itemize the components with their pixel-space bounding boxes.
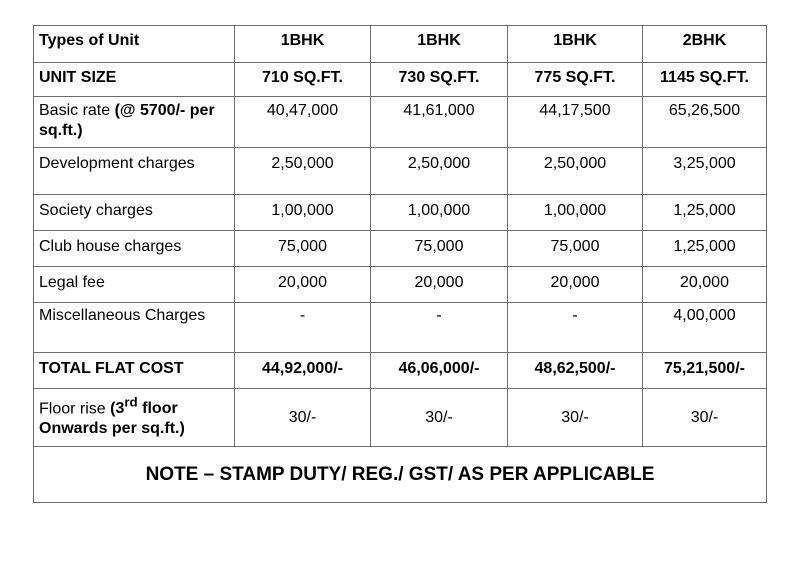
basic-rate-row xyxy=(34,97,767,148)
total-cost-label: TOTAL FLAT COST xyxy=(34,353,235,389)
legal-fee-3: 20,000 xyxy=(508,267,643,303)
unit-size-label: UNIT SIZE xyxy=(34,63,235,97)
price-table xyxy=(33,25,767,503)
development-3: 2,50,000 xyxy=(508,148,643,195)
club-house-4: 1,25,000 xyxy=(643,231,767,267)
legal-fee-4: 20,000 xyxy=(643,267,767,303)
club-house-2: 75,000 xyxy=(371,231,508,267)
unit-size-row xyxy=(34,63,767,97)
legal-fee-row xyxy=(34,267,767,303)
club-house-label: Club house charges xyxy=(34,231,235,267)
note-text: NOTE – STAMP DUTY/ REG./ GST/ AS PER APPLICABLE xyxy=(34,447,767,503)
floor-rise-4: 30/- xyxy=(643,389,767,447)
development-label: Development charges xyxy=(34,148,235,195)
society-4: 1,25,000 xyxy=(643,195,767,231)
miscellaneous-row xyxy=(34,303,767,353)
development-row xyxy=(34,148,767,195)
floor-rise-row xyxy=(34,389,767,447)
basic-rate-label xyxy=(34,97,235,148)
floor-rise-1: 30/- xyxy=(235,389,371,447)
floor-rise-label-sup: rd xyxy=(124,395,138,410)
society-row xyxy=(34,195,767,231)
basic-rate-3: 44,17,500 xyxy=(508,97,643,148)
club-house-row xyxy=(34,231,767,267)
unit-size-1: 710 SQ.FT. xyxy=(235,63,371,97)
society-3: 1,00,000 xyxy=(508,195,643,231)
basic-rate-label-plain: Basic rate xyxy=(39,102,115,119)
total-cost-row xyxy=(34,353,767,389)
unit-size-3: 775 SQ.FT. xyxy=(508,63,643,97)
total-cost-1: 44,92,000/- xyxy=(235,353,371,389)
floor-rise-3: 30/- xyxy=(508,389,643,447)
legal-fee-2: 20,000 xyxy=(371,267,508,303)
basic-rate-4: 65,26,500 xyxy=(643,97,767,148)
miscellaneous-1: - xyxy=(235,303,371,353)
basic-rate-1: 40,47,000 xyxy=(235,97,371,148)
unit-type-4: 2BHK xyxy=(643,26,767,63)
basic-rate-label-bold: (@ 5700/- per sq.ft.) xyxy=(39,102,215,139)
header-label: Types of Unit xyxy=(34,26,235,63)
development-2: 2,50,000 xyxy=(371,148,508,195)
miscellaneous-label: Miscellaneous Charges xyxy=(34,303,235,353)
unit-type-2: 1BHK xyxy=(371,26,508,63)
unit-size-2: 730 SQ.FT. xyxy=(371,63,508,97)
society-label: Society charges xyxy=(34,195,235,231)
legal-fee-1: 20,000 xyxy=(235,267,371,303)
header-row xyxy=(34,26,767,63)
club-house-3: 75,000 xyxy=(508,231,643,267)
miscellaneous-3: - xyxy=(508,303,643,353)
legal-fee-label: Legal fee xyxy=(34,267,235,303)
development-1: 2,50,000 xyxy=(235,148,371,195)
basic-rate-2: 41,61,000 xyxy=(371,97,508,148)
miscellaneous-2: - xyxy=(371,303,508,353)
development-4: 3,25,000 xyxy=(643,148,767,195)
floor-rise-label-plain: Floor rise xyxy=(39,400,111,418)
floor-rise-label-bold-post: floor Onwards per sq.ft.) xyxy=(39,400,185,438)
unit-size-4: 1145 SQ.FT. xyxy=(643,63,767,97)
society-2: 1,00,000 xyxy=(371,195,508,231)
note-row xyxy=(34,447,767,503)
total-cost-4: 75,21,500/- xyxy=(643,353,767,389)
floor-rise-label xyxy=(34,389,235,447)
miscellaneous-4: 4,00,000 xyxy=(643,303,767,353)
unit-type-1: 1BHK xyxy=(235,26,371,63)
unit-type-3: 1BHK xyxy=(508,26,643,63)
total-cost-2: 46,06,000/- xyxy=(371,353,508,389)
total-cost-3: 48,62,500/- xyxy=(508,353,643,389)
society-1: 1,00,000 xyxy=(235,195,371,231)
floor-rise-label-bold-pre: (3 xyxy=(110,400,125,418)
floor-rise-2: 30/- xyxy=(371,389,508,447)
club-house-1: 75,000 xyxy=(235,231,371,267)
